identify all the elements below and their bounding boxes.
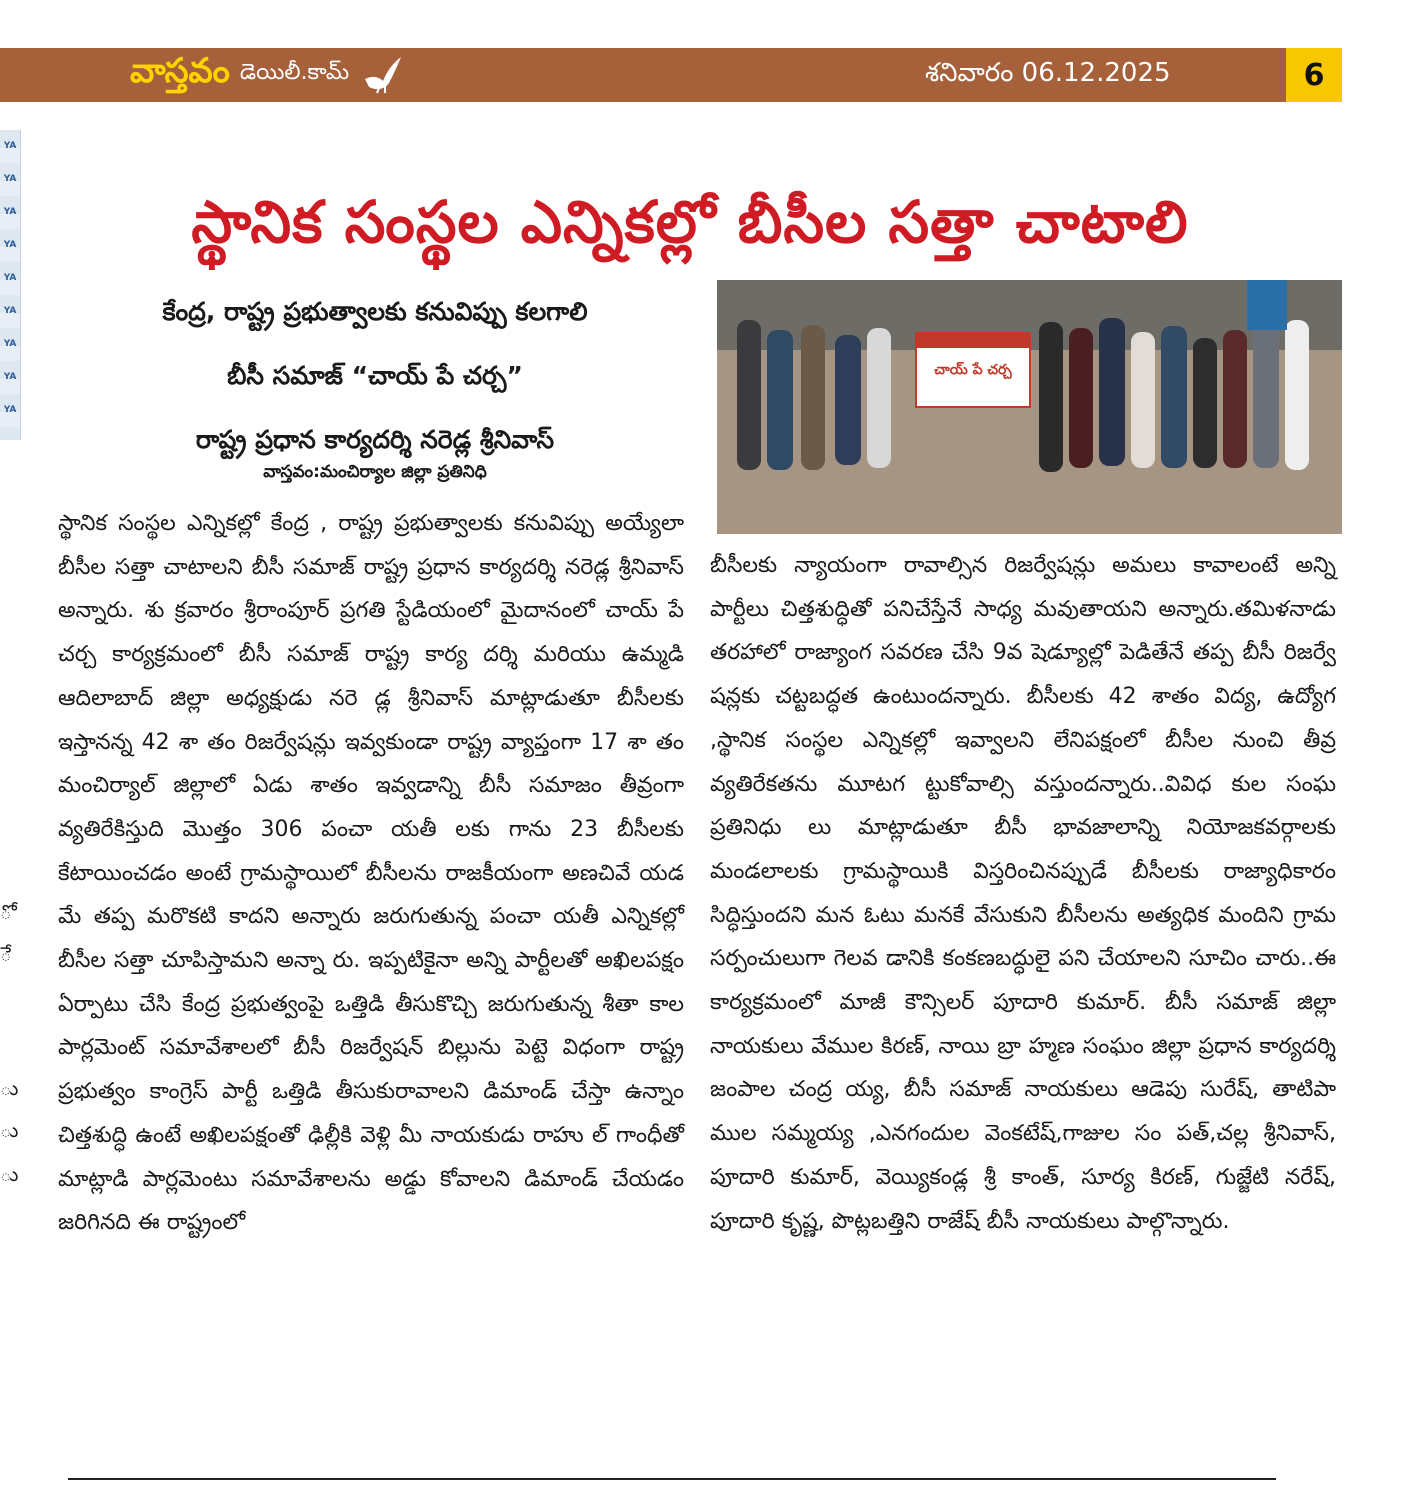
adjacent-page-strip bbox=[0, 130, 21, 440]
edge-glyph: ే bbox=[0, 942, 12, 966]
edge-glyph: ు bbox=[0, 1162, 19, 1186]
subhead: కేంద్ర, రాష్ట్ర ప్రభుత్వాలకు కనువిప్పు కలగాలి bbox=[162, 297, 588, 326]
subhead: బీసీ సమాజ్ “చాయ్ పే చర్చ” bbox=[227, 361, 523, 390]
issue-date: శనివారం 06.12.2025 bbox=[925, 58, 1171, 88]
banner-text: చాయ్ పే చర్చ bbox=[934, 362, 1012, 378]
headline: స్థానిక సంస్థల ఎన్నికల్లో బీసీల సత్తా చాటాలి bbox=[191, 187, 1189, 256]
event-photo bbox=[717, 280, 1342, 534]
brand-name: వాస్తవం bbox=[130, 51, 230, 91]
article-column-left bbox=[58, 502, 684, 1245]
dateline: వాస్తవం:మంచిర్యాల జిల్లా ప్రతినిధి bbox=[263, 462, 487, 482]
strip-label: YA bbox=[3, 174, 17, 184]
strip-label: YA bbox=[3, 306, 17, 316]
bird-icon bbox=[359, 55, 403, 95]
strip-label: YA bbox=[3, 240, 17, 250]
article-column-right bbox=[710, 544, 1336, 1243]
page-number: 6 bbox=[1286, 48, 1342, 102]
masthead-brand bbox=[130, 50, 403, 100]
edge-glyph: ు bbox=[0, 1076, 19, 1100]
strip-label: YA bbox=[3, 207, 17, 217]
strip-label: YA bbox=[3, 405, 17, 415]
edge-glyph: ో bbox=[0, 900, 12, 924]
article-body-right: బీసీలకు న్యాయంగా రావాల్సిన రిజర్వేషన్లు అమలు కావాలంటే అన్ని పార్టీలు చిత్తశుద్ధితో పనిచేస్తేనే సాధ్య మవుతాయని అన్నారు.తమిళనాడు తరహాలో రాజ్యాంగ సవరణ చేసి 9వ షెడ్యూల్లో పెడితేనే తప్ప బీసీ రిజర్వే షన్లకు చట్టబద్ధత ఉంటుందన్నారు. బీసీలకు 42 శాతం విద్య, ఉద్యోగ ,స్థానిక సంస్థల ఎన్నికల్లో ఇవ్వాలని లేనిపక్షంలో బీసీల నుంచి తీవ్ర వ్యతిరేకతను మూటగ ట్టుకోవాల్సి వస్తుందన్నారు..వివిధ కుల సంఘ ప్రతినిధు లు మాట్లాడుతూ బీసీ భావజాలాన్ని నియోజకవర్గాలకు మండలాలకు గ్రామస్థాయికి విస్తరించినప్పుడే బీసీలకు రాజ్యాధికారం సిద్ధిస్తుందని మన ఓటు మనకే వేసుకుని బీసీలను అత్యధిక మందిని గ్రామ సర్పంచులుగా గెలవ డానికి కంకణబద్ధులై పని చేయాలని సూచిం చారు..ఈ కార్యక్రమంలో మాజీ కౌన్సిలర్ పూదారి కుమార్. బీసీ సమాజ్ జిల్లా నాయకులు వేముల కిరణ్, నాయి బ్రా హ్మణ సంఘం జిల్లా ప్రధాన కార్యదర్శి జంపాల చంద్ర య్య, బీసీ సమాజ్ నాయకులు ఆడెపు సురేష్, తాటిపా ముల సమ్మయ్య ,ఎనగందుల వెంకటేష్,గాజుల సం పత్,చల్ల శ్రీనివాస్, పూదారి కుమార్, వెయ్యికండ్ల శ్రీ కాంత్, సూర్య కిరణ్, గుజ్జేటి నరేష్, పూదారి కృష్ణ, పొట్లబత్తిని రాజేష్ బీసీ నాయకులు పాల్గొన్నారు. bbox=[710, 553, 1336, 1234]
strip-label: YA bbox=[3, 372, 17, 382]
strip-label: YA bbox=[3, 339, 17, 349]
strip-label: YA bbox=[3, 141, 17, 151]
subhead: రాష్ట్ర ప్రధాన కార్యదర్శి నరెడ్ల శ్రీనివాస్ bbox=[195, 425, 555, 454]
article-body-left: స్థానిక సంస్థల ఎన్నికల్లో కేంద్ర , రాష్ట్ర ప్రభుత్వాలకు కనువిప్పు అయ్యేలా బీసీల సత్తా చాటాలని బీసీ సమాజ్ రాష్ట్ర ప్రధాన కార్యదర్శి నరెడ్ల శ్రీనివాస్ అన్నారు. శు క్రవారం శ్రీరాంపూర్ ప్రగతి స్టేడియంలో మైదానంలో చాయ్ పే చర్చ కార్యక్రమంలో బీసీ సమాజ్ రాష్ట్ర కార్య దర్శి మరియు ఉమ్మడి ఆదిలాబాద్ జిల్లా అధ్యక్షుడు నరె డ్ల శ్రీనివాస్ మాట్లాడుతూ బీసీలకు ఇస్తానన్న 42 శా తం రిజర్వేషన్లు ఇవ్వకుండా రాష్ట్ర వ్యాప్తంగా 17 శా తం మంచిర్యాల్ జిల్లాలో ఏడు శాతం ఇవ్వడాన్ని బీసీ సమాజం తీవ్రంగా వ్యతిరేకిస్తుది మొత్తం 306 పంచా యతీ లకు గాను 23 బీసీలకు కేటాయించడం అంటే గ్రామస్థాయిలో బీసీలను రాజకీయంగా అణచివే యడ మే తప్ప మరొకటి కాదని అన్నారు జరుగుతున్న పంచా యతీ ఎన్నికల్లో బీసీల సత్తా చూపిస్తామని అన్నా రు. ఇప్పటికైనా అన్ని పార్టీలతో అఖిలపక్షం ఏర్పాటు చేసి కేంద్ర ప్రభుత్వంపై ఒత్తిడి తీసుకొచ్చి జరుగుతున్న శీతా కాల పార్లమెంట్ సమావేశాలలో బీసీ రిజర్వేషన్ బిల్లును పెట్టె విధంగా రాష్ట్ర ప్రభుత్వం కాంగ్రెస్ పార్టీ ఒత్తిడి తీసుకురావాలని డిమాండ్ చేస్తా ఉన్నాం చిత్తశుద్ధి ఉంటే అఖిలపక్షంతో ఢిల్లీకి వెళ్లి మీ నాయకుడు రాహు ల్ గాంధీతో మాట్లాడి పార్లమెంటు సమావేశాలను అడ్డు కోవాలని డిమాండ్ చేయడం జరిగినది ఈ రాష్ట్రంలో bbox=[58, 511, 684, 1236]
edge-glyph: ు bbox=[0, 1118, 19, 1142]
brand-site: డెయిలీ.కామ్ bbox=[239, 60, 350, 85]
strip-label: YA bbox=[3, 273, 17, 283]
bottom-rule bbox=[68, 1478, 1276, 1480]
subheads bbox=[60, 280, 690, 472]
photo-banner bbox=[915, 332, 1031, 408]
